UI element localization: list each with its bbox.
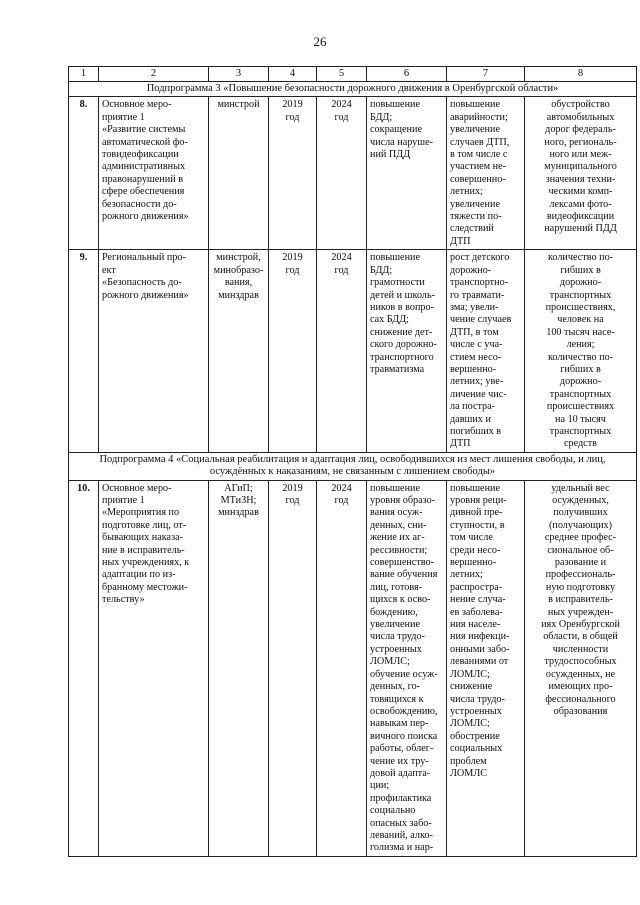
table-row [69,480,637,856]
measure-name: Региональный про- ект «Безопасность до- рожного движения» [99,250,209,453]
row-number: 8. [69,97,99,250]
subprogram-3-row [69,82,637,97]
expected-result: повышение БДД; грамотности детей и школь- ников в вопро- сах БДД; снижение дет- ского дорожно- транспортного травматизма [367,250,447,453]
expected-result: повышение БДД; сокращение числа наруше- ний ПДД [367,97,447,250]
end-year: 2024 год [317,97,367,250]
measure-name: Основное меро- приятие 1 «Мероприятия по подготовке лиц, от- бывающих наказа- ние в исправитель- ных учреждениях, к адаптации по из- бранному местожи- тельству» [99,480,209,856]
program-table [68,66,637,857]
end-year: 2024 год [317,250,367,453]
measure-name: Основное меро- приятие 1 «Развитие системы автоматической фо- товидеофиксации административных правонарушений в сфере обеспечения безопасности до- рожного движения» [99,97,209,250]
subprogram-4-row [69,452,637,480]
consequences: рост детского дорожно- транспортно- го травмати- зма; увели- чение случаев ДТП, в том числе с уча- стием несо- вершенно- летних; уве- личение чис- ла постра- давших и погибших в ДТП [447,250,525,453]
executor: АГиП; МТиЗН; минздрав [209,480,269,856]
consequences: повышение аварийности; увеличение случаев ДТП, в том числе с участием не- совершенно- летних; увеличение тяжести по- следствий ДТП [447,97,525,250]
end-year: 2024 год [317,480,367,856]
row-number: 9. [69,250,99,453]
header-cell: 1 [69,67,99,82]
header-cell: 8 [525,67,637,82]
header-cell: 6 [367,67,447,82]
executor: минстрой, минобразо- вания, минздрав [209,250,269,453]
consequences: повышение уровня реци- дивной пре- ступности, в том числе среди несо- вершенно- летних; распростра- нение случа- ев заболева- ния населе- ния инфекци- онными забо- леваниями от ЛОМЛС; снижение числа трудо- устроенных ЛОМЛС; обострение социальных проблем ЛОМЛС [447,480,525,856]
header-row [69,67,637,82]
indicators: обустройство автомобильных дорог федераль- ного, региональ- ного или меж- муниципального значения техни- ческими комп- лексами фото- видеофиксации нарушений ПДД [525,97,637,250]
start-year: 2019 год [269,250,317,453]
row-number: 10. [69,480,99,856]
table-row [69,97,637,250]
table-row [69,250,637,453]
header-cell: 5 [317,67,367,82]
start-year: 2019 год [269,480,317,856]
header-cell: 4 [269,67,317,82]
subprogram-4-title: Подпрограмма 4 «Социальная реабилитация и адаптация лиц, освободившихся из мест лишения свободы, и лиц, осуждённых к наказаниям, не связанным с лишением свободы» [69,452,637,480]
header-cell: 3 [209,67,269,82]
header-cell: 7 [447,67,525,82]
indicators: количество по- гибших в дорожно- транспортных происшествиях, человек на 100 тысяч насе- ления; количество по- гибших в дорожно- транспортных происшествиях на 10 тысяч транспортных средств [525,250,637,453]
subprogram-3-title: Подпрограмма 3 «Повышение безопасности дорожного движения в Оренбургской области» [69,82,637,97]
expected-result: повышение уровня образо- вания осуж- денных, сни- жение их аг- рессивности; совершенство- вание обучения лиц, готовя- щихся к осво- бождению, увеличение числа трудо- устроенных ЛОМЛС; обучение осуж- денных, го- товящихся к освобождению, навыкам пер- вичного поиска работы, облег- чение их тру- довой адапта- ции; профилактика социально опасных забо- леваний, алко- голизма и нар- [367,480,447,856]
start-year: 2019 год [269,97,317,250]
page-number: 26 [313,34,327,49]
indicators: удельный вес осужденных, получивших (получающих) среднее профес- сиональное об- разование и профессиональ- ную подготовку в исправитель- ных учрежден- иях Оренбургской области, в общей численности трудоспособных осужденных, не имеющих про- фессионального образования [525,480,637,856]
header-cell: 2 [99,67,209,82]
executor: минстрой [209,97,269,250]
